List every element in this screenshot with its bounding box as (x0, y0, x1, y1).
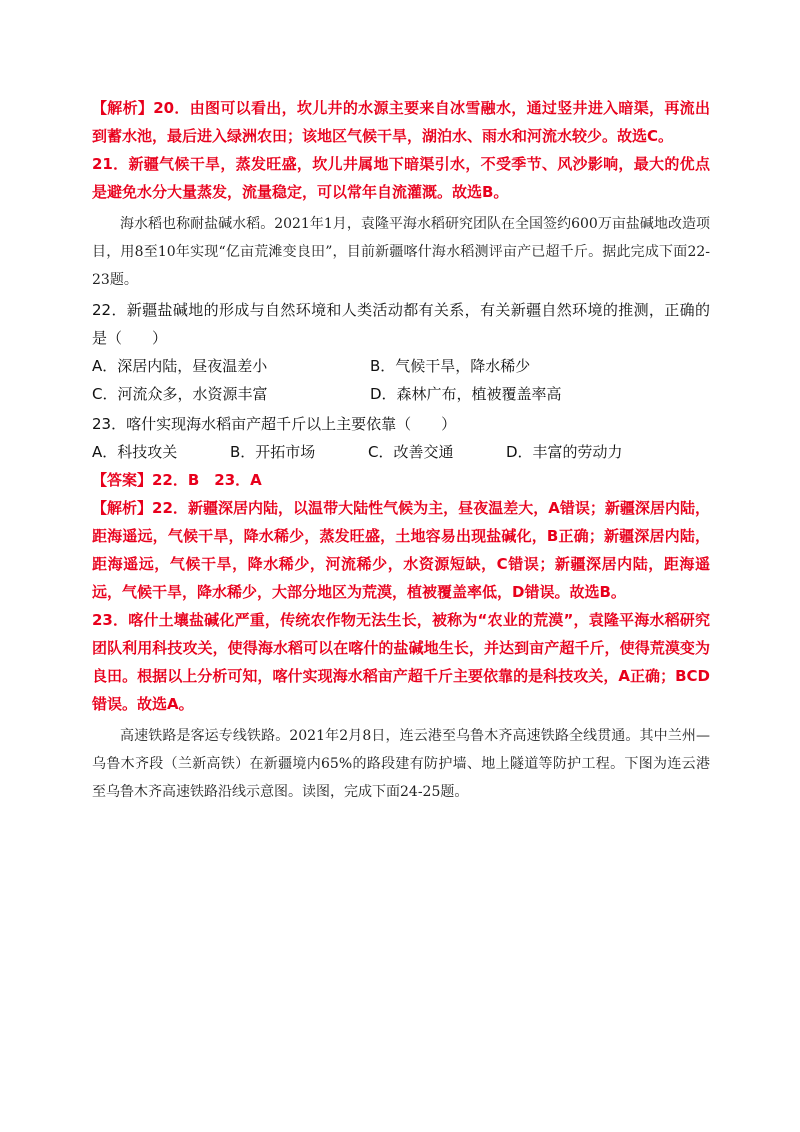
option-23-c: C．改善交通 (368, 443, 454, 461)
option-22-a: A．深居内陆，昼夜温差小 (92, 357, 268, 375)
option-22-b: B．气候干旱，降水稀少 (370, 357, 531, 375)
option-23-d: D．丰富的劳动力 (506, 443, 623, 461)
question-22-options (92, 352, 710, 408)
option-23-b: B．开拓市场 (230, 443, 316, 461)
answer-22-23: 【答案】22．B 23．A (92, 471, 262, 489)
material-22-23: 海水稻也称耐盐碱水稻。2021年1月，袁隆平海水稻研究团队在全国签约600万亩盐碱地改造项目，用8至10年实现“亿亩荒滩变良田”，目前新疆喀什海水稻测评亩产已超千斤。据此完成下面22-23题。 (92, 216, 710, 288)
option-23-a: A．科技攻关 (92, 443, 178, 461)
analysis-20: 【解析】20．由图可以看出，坎儿井的水源主要来自冰雪融水，通过竖井进入暗渠，再流出到蓄水池，最后进入绿洲农田；该地区气候干旱，湖泊水、雨水和河流水较少。故选C。 (92, 99, 710, 145)
question-22-stem: 22．新疆盐碱地的形成与自然环境和人类活动都有关系，有关新疆自然环境的推测，正确的是（ ） (92, 301, 710, 347)
analysis-23: 23．喀什土壤盐碱化严重，传统农作物无法生长，被称为“农业的荒漠”，袁隆平海水稻研究团队利用科技攻关，使得海水稻可以在喀什的盐碱地生长，并达到亩产超千斤，使得荒漠变为良田。根据以上分析可知，喀什实现海水稻亩产超千斤主要依靠的是科技攻关，A正确；BCD错误。故选A。 (92, 611, 710, 713)
question-23-options (92, 438, 710, 466)
option-22-d: D．森林广布，植被覆盖率高 (370, 385, 562, 403)
analysis-21: 21．新疆气候干旱，蒸发旺盛，坎儿井属地下暗渠引水，不受季节、风沙影响，最大的优点是避免水分大量蒸发，流量稳定，可以常年自流灌溉。故选B。 (92, 155, 710, 201)
option-22-c: C．河流众多，水资源丰富 (92, 385, 268, 403)
material-24-25: 高速铁路是客运专线铁路。2021年2月8日，连云港至乌鲁木齐高速铁路全线贯通。其中兰州—乌鲁木齐段（兰新高铁）在新疆境内65%的路段建有防护墙、地上隧道等防护工程。下图为连云港至乌鲁木齐高速铁路沿线示意图。读图，完成下面24-25题。 (92, 728, 710, 800)
question-23-stem: 23．喀什实现海水稻亩产超千斤以上主要依靠（ ） (92, 415, 457, 433)
analysis-22: 【解析】22．新疆深居内陆，以温带大陆性气候为主，昼夜温差大，A错误；新疆深居内陆，距海遥远，气候干旱，降水稀少，蒸发旺盛，土地容易出现盐碱化，B正确；新疆深居内陆，距海遥远，气候干旱，降水稀少，河流稀少，水资源短缺，C错误；新疆深居内陆，距海遥远，气候干旱，降水稀少，大部分地区为荒漠，植被覆盖率低，D错误。故选B。 (92, 499, 710, 601)
